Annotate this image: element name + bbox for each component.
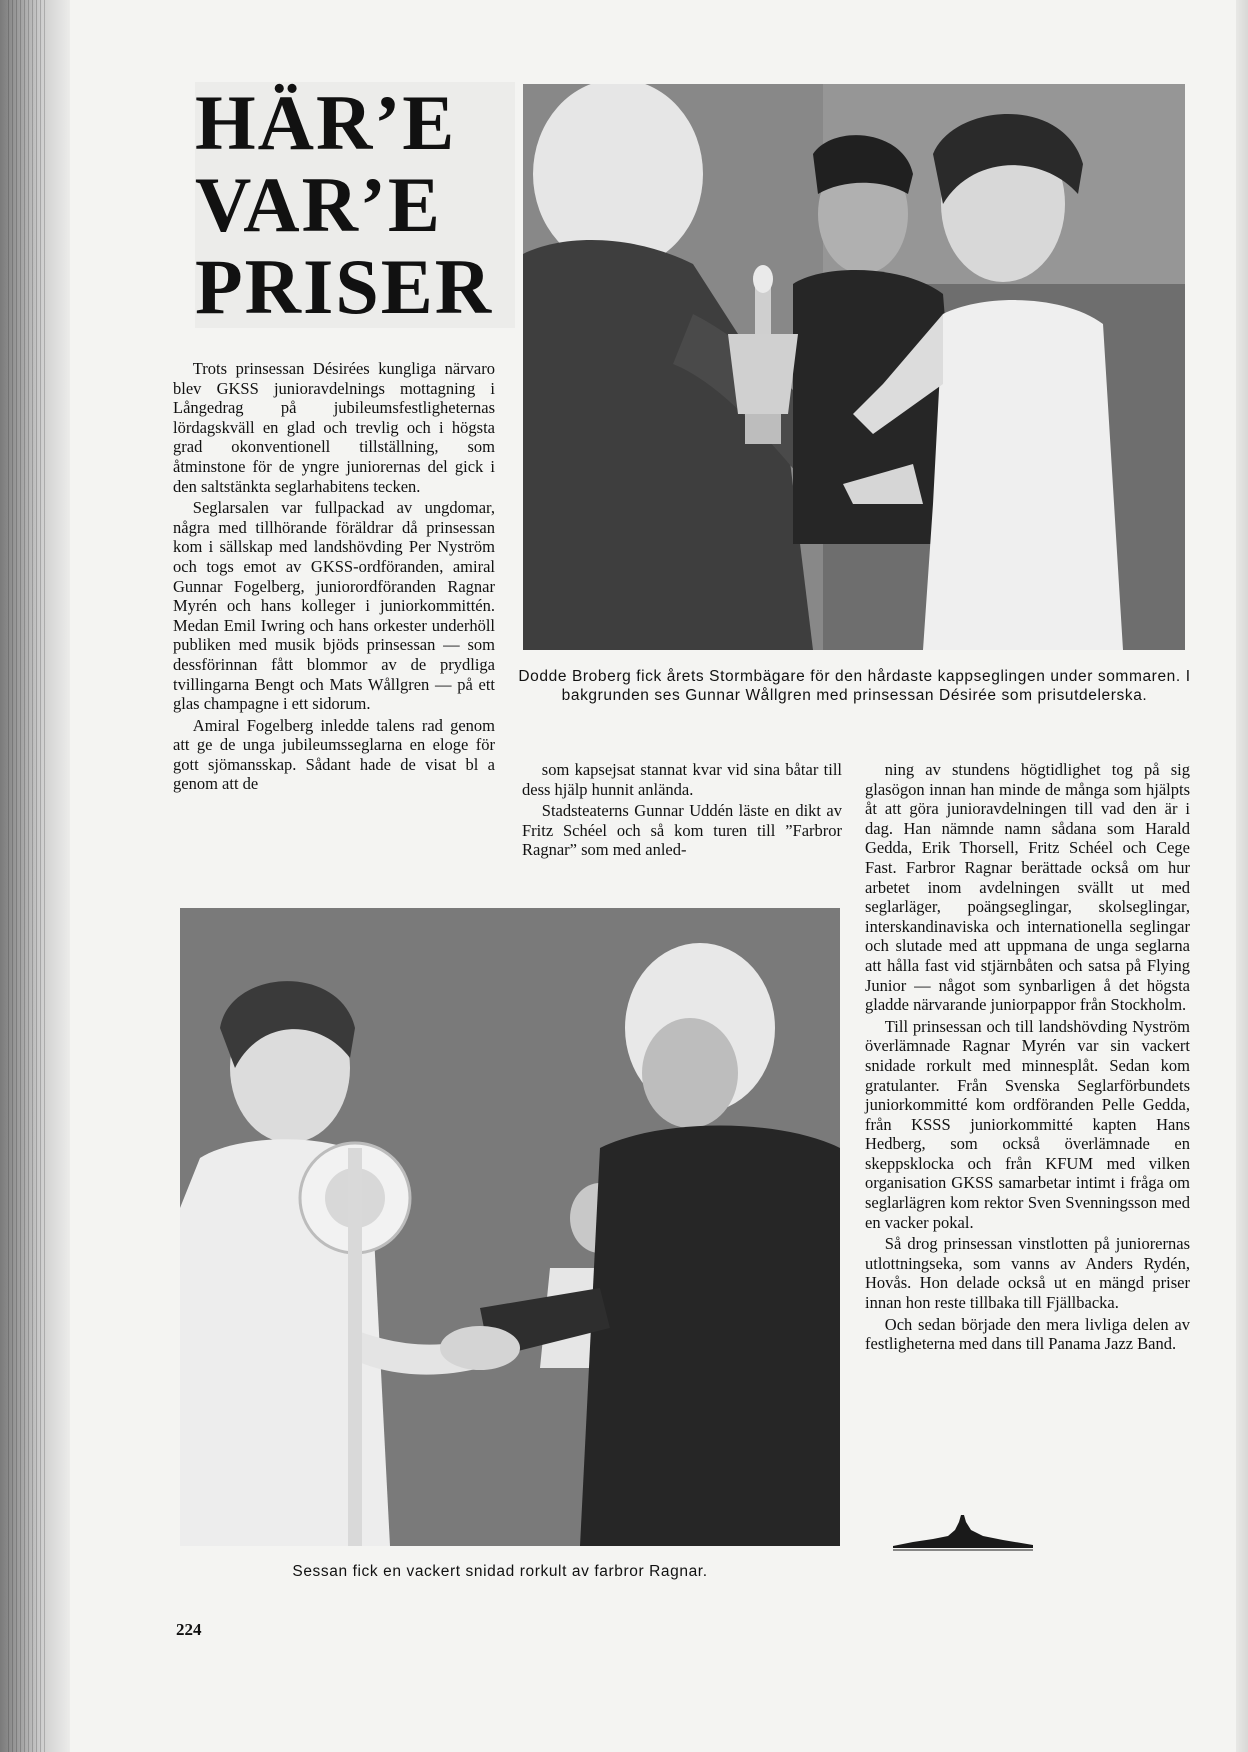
- lighthouse-end-mark-icon: [893, 1512, 1033, 1557]
- column3-paragraph-2: Till prinsessan och till landshövding Nyström överlämnade Ragnar Myrén var sin vackert snidade rorkult med minnesplåt. Sedan kom gratulanter. Från Svenska Seglarförbundets juniorkommitté kom ordföranden Pelle Gedda, från KSSS juniorkommitté kapten Hans Hedberg, som också överlämnade en skeppsklocka och från KFUM med vilken organisation GKSS samarbetar intimt i fråga om seglarlägren kom rektor Sven Svenningsson med en vacker pokal.: [865, 1016, 1190, 1232]
- column2-paragraph-1: som kapsejsat stannat kvar vid sina båtar till dess hjälp hunnit anlända.: [522, 760, 842, 799]
- photo1-caption: Dodde Broberg fick årets Stormbägare för den hårdaste kappseglingen under sommaren. I bakgrunden ses Gunnar Wållgren med prinsessan Désirée som prisutdelerska.: [518, 668, 1191, 704]
- photo-trophy-presentation: [523, 84, 1185, 650]
- column2-paragraph-2: Stadsteaterns Gunnar Uddén läste en dikt av Fritz Schéel och så kom turen till ”Farbror Ragnar” som med anled-: [522, 801, 842, 860]
- column3-paragraph-4: Och sedan började den mera livliga delen av festligheterna med dans till Panama Jazz Band.: [865, 1314, 1190, 1354]
- article-column-2: [522, 760, 842, 862]
- title-line-1: HÄR’E: [195, 79, 457, 166]
- article-title: [195, 79, 515, 330]
- page-number: 224: [176, 1620, 202, 1639]
- photo2-caption: Sessan fick en vackert snidad rorkult av farbror Ragnar.: [292, 1563, 708, 1580]
- article-column-3: [865, 760, 1190, 1356]
- article-column-1: [173, 359, 495, 796]
- title-line-2: VAR’E: [195, 161, 442, 248]
- column3-paragraph-1: ning av stundens högtidlighet tog på sig glasögon innan han minde de många som hjälpts åt att göra junioravdelningen till vad den är i dag. Han nämnde namn sådana som Harald Gedda, Erik Thorsell, Fritz Schéel och Cege Fast. Farbror Ragnar berättade också om hur arbetet inom avdelningen svällt ut med seglarläger, poängseglingar, skolseglingar, interskandinaviska och internationella seglingar och slutade med att uppmana de unga seglarna att hålla fast vid stjärnbåten och satsa på Flying Junior — något som synbarligen å det högsta gladde närvarande juniorpappor från Stockholm.: [865, 760, 1190, 1015]
- column1-paragraph-2: Seglarsalen var fullpackad av ungdomar, några med tillhörande föräldrar då prinsessan kom i sällskap med landshövding Per Nyström och togs emot av GKSS-ordföranden, amiral Gunnar Fogelberg, juniorordföranden Ragnar Myrén och hans kolleger i juniorkommittén. Medan Emil Iwring och hans orkester underhöll publiken med musik bjöds prinsessan — som dessförinnan fått blommor av de prydliga tvillingarna Bengt och Mats Wållgren — på ett glas champagne i ett sidorum.: [173, 498, 495, 714]
- tiller-photo-illustration: [180, 908, 840, 1546]
- column3-paragraph-3: Så drog prinsessan vinstlotten på juniorernas utlottningseka, som vanns av Anders Rydén, Hovås. Hon delade också ut en mängd priser innan hon reste tillbaka till Fjällbacka.: [865, 1234, 1190, 1313]
- title-line-3: PRISER: [195, 243, 494, 330]
- column1-paragraph-1: Trots prinsessan Désirées kungliga närvaro blev GKSS junioravdelnings mottagning i Långedrag på jubileumsfestligheternas lördagskväll en glad och trevlig och i högsta grad okonventionell tillställning, som åtminstone för de yngre juniorernas del gick i den saltstänkta seglarhabitens tecken.: [173, 359, 495, 496]
- book-spine-pages: [8, 0, 48, 1752]
- column1-paragraph-3: Amiral Fogelberg inledde talens rad genom att ge de unga jubileumsseglarna en eloge för gott sjömansskap. Sådant hade de visat bl a genom att de: [173, 715, 495, 794]
- photo-tiller-handshake: [180, 908, 840, 1546]
- trophy-photo-illustration: [523, 84, 1185, 650]
- page-right-edge: [1236, 0, 1248, 1752]
